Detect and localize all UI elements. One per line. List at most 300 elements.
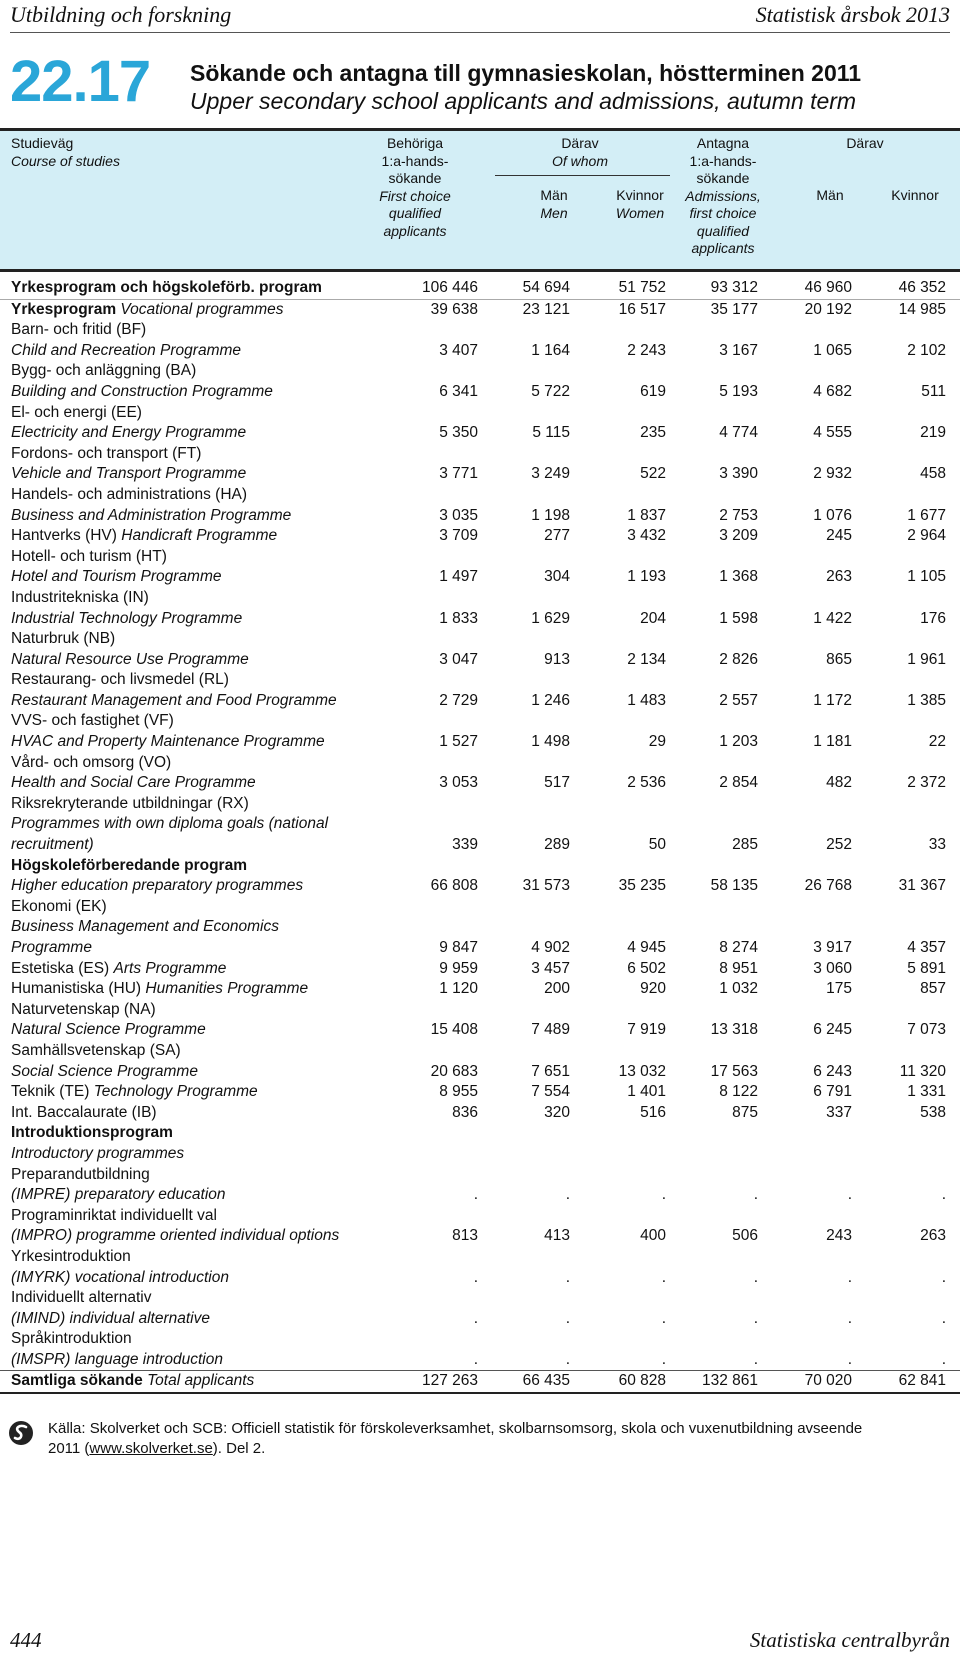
cell-qualified: . [473, 1186, 478, 1204]
cell-qualified-men: 413 [544, 1227, 570, 1245]
table-row [0, 1082, 960, 1103]
row-label-swedish: El- och energi (EE) [11, 403, 142, 421]
header-women-en: Women [615, 204, 665, 221]
cell-qualified: 127 263 [421, 1372, 478, 1390]
cell-qualified: 1 120 [439, 980, 478, 998]
row-label [11, 691, 337, 712]
cell-admitted: 1 032 [719, 980, 758, 998]
row-label-swedish: Naturvetenskap (NA) [11, 1000, 156, 1018]
row-label [11, 1041, 181, 1062]
cell-admitted: 2 753 [719, 506, 758, 524]
row-label-english: Health and Social Care Programme [11, 774, 256, 792]
cell-admitted: 8 274 [719, 939, 758, 956]
cell-qualified: 66 808 [430, 877, 478, 895]
cell-admitted: 3 209 [719, 527, 758, 545]
running-head-publication: Statistisk årsbok 2013 [755, 2, 950, 27]
row-label [11, 1268, 229, 1289]
cell-admitted-women: 1 961 [907, 650, 946, 668]
table-row [0, 1123, 960, 1144]
row-label-english: Programme [11, 939, 92, 956]
cell-qualified: 3 047 [439, 650, 478, 668]
cell-admitted-men: 337 [826, 1103, 852, 1121]
header-qualified-en-3: applicants [383, 222, 447, 239]
row-label-swedish: Yrkesintroduktion [11, 1247, 131, 1265]
cell-qualified-women: 204 [640, 609, 666, 627]
table-row [0, 1144, 960, 1165]
row-label-swedish: Yrkesprogram och högskoleförb. program [11, 279, 322, 296]
cell-qualified-women: 1 401 [627, 1083, 666, 1101]
cell-admitted-women: 31 367 [898, 877, 946, 895]
cell-qualified: . [473, 1350, 478, 1368]
row-label [11, 629, 115, 650]
cell-admitted-women: 1 331 [907, 1083, 946, 1101]
cell-qualified: 9 959 [439, 959, 478, 977]
cell-qualified: 836 [452, 1103, 478, 1121]
cell-admitted: 8 122 [719, 1083, 758, 1101]
cell-qualified: 3 771 [439, 465, 478, 483]
table-row [0, 320, 960, 341]
cell-admitted: 875 [732, 1103, 758, 1121]
row-label [11, 1247, 131, 1268]
row-label-english: Building and Construction Programme [11, 382, 273, 400]
cell-qualified: 1 527 [439, 733, 478, 751]
row-label-english: Humanities Programme [145, 980, 309, 998]
row-label-english: Handicraft Programme [121, 527, 278, 545]
table-row [0, 341, 960, 362]
table-row [0, 856, 960, 877]
cell-qualified-men: 277 [544, 527, 570, 545]
row-label-english: Technology Programme [93, 1083, 258, 1101]
table-row [0, 506, 960, 527]
table-row [0, 382, 960, 403]
table-row [0, 609, 960, 630]
row-label-swedish: Hotell- och turism (HT) [11, 547, 167, 565]
cell-admitted-men: 4 555 [813, 424, 852, 442]
cell-admitted: 17 563 [710, 1062, 758, 1080]
row-label [11, 1185, 226, 1206]
cell-qualified-men: 3 457 [531, 959, 570, 977]
cell-qualified-men: 1 498 [531, 733, 570, 751]
row-label-swedish: Estetiska (ES) [11, 959, 110, 977]
cell-admitted: 8 951 [719, 959, 758, 977]
row-label-english: Child and Recreation Programme [11, 341, 242, 359]
cell-admitted: . [753, 1186, 758, 1204]
cell-qualified: 339 [452, 836, 478, 854]
cell-admitted-men: 482 [826, 774, 852, 792]
row-label-english: Arts Programme [113, 959, 227, 977]
table-row [0, 1309, 960, 1330]
row-label [11, 876, 303, 897]
row-label [11, 1206, 217, 1227]
header-men [524, 187, 584, 222]
cell-qualified-women: 3 432 [627, 527, 666, 545]
cell-admitted-women: 46 352 [898, 279, 946, 296]
cell-qualified: 3 709 [439, 527, 478, 545]
cell-qualified: 3 053 [439, 774, 478, 792]
cell-qualified-women: 60 828 [618, 1372, 666, 1390]
cell-qualified-men: . [565, 1309, 570, 1327]
row-label [11, 670, 229, 691]
cell-admitted-women: . [941, 1268, 946, 1286]
header-of-whom-2 [790, 135, 940, 153]
cell-qualified-men: 913 [544, 650, 570, 668]
row-label [11, 1082, 258, 1103]
row-label-english: (IMPRO) programme oriented individual options [11, 1227, 340, 1245]
header-of-whom [490, 135, 670, 170]
row-label [11, 341, 241, 362]
row-label [11, 1226, 339, 1247]
row-label-english: Business and Administration Programme [11, 506, 292, 524]
cell-qualified-men: 4 902 [531, 939, 570, 956]
cell-admitted: . [753, 1268, 758, 1286]
header-course-sv: Studieväg [11, 135, 74, 151]
cell-admitted-women: 11 320 [899, 1062, 946, 1080]
row-label-english: Vehicle and Transport Programme [11, 465, 247, 483]
row-label-english: HVAC and Property Maintenance Programme [11, 733, 325, 751]
cell-qualified-men: 289 [544, 836, 570, 854]
cell-admitted-women: 7 073 [907, 1021, 946, 1039]
row-label-english: Introductory programmes [11, 1144, 185, 1162]
cell-qualified-men: 7 489 [531, 1021, 570, 1039]
cell-admitted-men: . [847, 1309, 852, 1327]
row-label-swedish: Vård- och omsorg (VO) [11, 753, 172, 771]
cell-admitted: 58 135 [710, 877, 758, 895]
row-label [11, 1020, 206, 1041]
header-qualified-en-2: qualified [388, 205, 442, 221]
header-men-en: Men [540, 204, 568, 221]
cell-admitted: 93 312 [710, 279, 758, 296]
cell-qualified-women: 619 [640, 382, 666, 400]
row-label [11, 1103, 157, 1124]
cell-qualified-men: . [565, 1186, 570, 1204]
row-label [11, 485, 247, 506]
header-qualified [365, 135, 465, 240]
table-row [0, 814, 960, 835]
cell-qualified-women: 522 [640, 465, 666, 483]
table-row [0, 526, 960, 547]
cell-qualified-men: 7 651 [531, 1062, 570, 1080]
cell-admitted-women: 538 [920, 1103, 946, 1121]
row-label [11, 403, 142, 424]
header-women [605, 187, 675, 222]
row-label-swedish: Fordons- och transport (FT) [11, 444, 202, 462]
row-label [11, 1000, 156, 1021]
row-label-swedish: Int. Baccalaurate (IB) [11, 1103, 157, 1121]
cell-qualified: 8 955 [439, 1083, 478, 1101]
header-women-2 [880, 187, 950, 205]
header-men-2-sv: Män [816, 187, 844, 203]
cell-qualified-women: 2 536 [627, 774, 666, 792]
cell-qualified: 6 341 [439, 382, 478, 400]
table-row [0, 650, 960, 671]
row-label [11, 773, 256, 794]
cell-qualified-men: 7 554 [531, 1083, 570, 1101]
row-label-english: (IMSPR) language introduction [11, 1350, 223, 1368]
cell-qualified: 3 035 [439, 506, 478, 524]
header-admitted-sv-2: 1:a-hands- [689, 152, 757, 169]
cell-qualified: 15 408 [430, 1021, 478, 1039]
table-row [0, 1185, 960, 1206]
cell-admitted-men: 4 682 [813, 382, 852, 400]
cell-qualified-women: 1 193 [627, 568, 666, 586]
cell-qualified: 1 833 [439, 609, 478, 627]
cell-qualified: 9 847 [439, 939, 478, 956]
header-qualified-sv-1: Behöriga [386, 135, 444, 151]
table-row [0, 629, 960, 650]
row-label [11, 753, 171, 774]
cell-qualified-women: . [661, 1309, 666, 1327]
header-admitted-en-3: qualified [696, 222, 750, 239]
cell-qualified-women: 235 [640, 424, 666, 442]
cell-admitted: 1 598 [719, 609, 758, 627]
cell-admitted-women: 2 372 [907, 774, 946, 792]
cell-admitted-men: 3 060 [813, 959, 852, 977]
row-label-swedish: Restaurang- och livsmedel (RL) [11, 671, 229, 689]
cell-qualified-women: . [661, 1350, 666, 1368]
cell-admitted-women: 33 [928, 836, 946, 854]
header-qualified-sv-3: sökande [388, 170, 442, 186]
row-label-english: Restaurant Management and Food Programme [11, 691, 337, 709]
table-row [0, 1268, 960, 1289]
table-row [0, 361, 960, 382]
table-row [0, 1103, 960, 1124]
cell-admitted-women: 22 [928, 733, 946, 751]
table-row [0, 1329, 960, 1350]
table-row [0, 979, 960, 1000]
cell-admitted-men: 243 [826, 1227, 852, 1245]
cell-qualified-women: . [661, 1268, 666, 1286]
cell-admitted-men: 1 181 [813, 733, 852, 751]
row-label [11, 609, 242, 630]
table-row [0, 464, 960, 485]
cell-admitted-men: 865 [826, 650, 852, 668]
cell-admitted: 1 203 [719, 733, 758, 751]
running-head-section: Utbildning och forskning [10, 2, 232, 27]
cell-qualified-men: . [565, 1350, 570, 1368]
row-label-swedish: Yrkesprogram [11, 300, 117, 318]
cell-qualified: 39 638 [430, 300, 478, 318]
header-of-whom-en: Of whom [551, 152, 608, 169]
row-label-swedish: Programinriktat individuellt val [11, 1206, 217, 1224]
cell-admitted: 506 [732, 1227, 758, 1245]
header-admitted-sv-3: sökande [696, 170, 750, 186]
cell-admitted-men: 6 791 [813, 1083, 852, 1101]
table-row [0, 1288, 960, 1309]
table-row [0, 1165, 960, 1186]
cell-admitted-men: 6 243 [813, 1062, 852, 1080]
row-label [11, 423, 246, 444]
row-label [11, 526, 277, 547]
row-label-swedish: Samtliga sökande [11, 1372, 143, 1390]
table-row [0, 423, 960, 444]
cell-admitted: 132 861 [701, 1372, 758, 1390]
cell-admitted-women: 176 [920, 609, 946, 627]
table-row [0, 444, 960, 465]
table-row [0, 1226, 960, 1247]
table-row [0, 794, 960, 815]
table-row [0, 1206, 960, 1227]
cell-qualified-men: 5 115 [532, 424, 570, 442]
source-line-2-post: ). Del 2. [212, 1440, 266, 1457]
row-label [11, 938, 92, 959]
row-label-english: Social Science Programme [11, 1062, 198, 1080]
row-label-swedish: Högskoleförberedande program [11, 856, 247, 874]
table-row [0, 485, 960, 506]
cell-qualified-women: . [661, 1186, 666, 1204]
cell-qualified-men: 200 [544, 980, 570, 998]
table-row [0, 300, 960, 321]
cell-admitted-men: . [847, 1350, 852, 1368]
header-of-whom-2-sv: Därav [846, 135, 884, 151]
row-label [11, 588, 149, 609]
cell-admitted-women: 219 [920, 424, 946, 442]
cell-qualified-women: 400 [640, 1227, 666, 1245]
row-label [11, 1309, 210, 1330]
cell-qualified: . [473, 1309, 478, 1327]
cell-qualified: 20 683 [430, 1062, 478, 1080]
row-label [11, 300, 284, 321]
row-label [11, 917, 279, 938]
table-row [0, 691, 960, 712]
row-label-english: Natural Resource Use Programme [11, 650, 249, 668]
row-label-swedish: Barn- och fritid (BF) [11, 321, 147, 339]
cell-admitted-women: 2 102 [907, 341, 946, 359]
row-label-swedish: Teknik (TE) [11, 1083, 90, 1101]
cell-admitted-women: 1 105 [907, 568, 946, 586]
cell-qualified: 3 407 [439, 341, 478, 359]
header-men-sv: Män [540, 187, 568, 203]
cell-admitted-men: 46 960 [804, 279, 852, 296]
table-row [0, 567, 960, 588]
cell-admitted-men: 70 020 [804, 1372, 852, 1390]
cell-qualified-men: . [565, 1268, 570, 1286]
cell-qualified-women: 516 [640, 1103, 666, 1121]
cell-qualified-men: 517 [544, 774, 570, 792]
row-label [11, 567, 221, 588]
source-link[interactable]: www.skolverket.se [89, 1440, 213, 1457]
table-row [0, 1062, 960, 1083]
cell-admitted-women: 2 964 [907, 527, 946, 545]
row-label-english: Industrial Technology Programme [11, 609, 243, 627]
row-label [11, 547, 167, 568]
row-label-swedish: Introduktionsprogram [11, 1124, 173, 1142]
cell-admitted: . [753, 1309, 758, 1327]
cell-admitted: 2 557 [719, 691, 758, 709]
cell-admitted-women: 4 357 [907, 939, 946, 956]
cell-admitted-men: 175 [826, 980, 852, 998]
table-row [0, 1247, 960, 1268]
header-qualified-sv-2: 1:a-hands- [381, 152, 449, 169]
row-label [11, 1371, 254, 1392]
row-label-swedish: Bygg- och anläggning (BA) [11, 362, 197, 380]
header-admitted-en-1: Admissions, [685, 187, 761, 204]
source-line-1: Källa: Skolverket och SCB: Officiell statistik för förskoleverksamhet, skolbarnsomsorg, skola och vuxenutbildning avseende [48, 1420, 863, 1437]
row-label [11, 794, 249, 815]
header-women-2-sv: Kvinnor [891, 187, 939, 203]
row-label [11, 650, 249, 671]
row-label-english: (IMPRE) preparatory education [11, 1186, 226, 1204]
row-label [11, 835, 94, 856]
cell-admitted: 35 177 [710, 300, 758, 318]
cell-admitted: 4 774 [719, 424, 758, 442]
source-line-2-pre: 2011 ( [48, 1440, 90, 1457]
cell-qualified-women: 2 243 [627, 341, 666, 359]
cell-qualified-women: 1 483 [627, 691, 666, 709]
cell-admitted-men: 1 065 [813, 341, 852, 359]
cell-admitted-women: 62 841 [898, 1372, 946, 1390]
cell-qualified-women: 1 837 [627, 506, 666, 524]
cell-qualified-men: 5 722 [531, 382, 570, 400]
source-note [48, 1419, 928, 1459]
row-label-swedish: Riksrekryterande utbildningar (RX) [11, 794, 249, 812]
cell-qualified-women: 50 [648, 836, 666, 854]
table-row [0, 547, 960, 568]
row-label-english: Hotel and Tourism Programme [11, 568, 222, 586]
row-label-english: Total applicants [147, 1372, 255, 1390]
row-label [11, 979, 308, 1000]
cell-qualified-women: 16 517 [618, 300, 666, 318]
cell-qualified-women: 920 [640, 980, 666, 998]
cell-admitted-women: 511 [921, 382, 946, 400]
cell-admitted-women: 5 891 [907, 959, 946, 977]
row-label [11, 1329, 132, 1350]
table-row [0, 1041, 960, 1062]
cell-admitted-women: 857 [920, 980, 946, 998]
table-row [0, 959, 960, 980]
table-row [0, 917, 960, 938]
cell-admitted: 2 826 [719, 650, 758, 668]
cell-admitted-men: 2 932 [813, 465, 852, 483]
table-title-swedish: Sökande och antagna till gymnasieskolan, höstterminen 2011 [190, 60, 862, 86]
cell-admitted-women: 1 677 [907, 506, 946, 524]
row-label-swedish: Naturbruk (NB) [11, 630, 116, 648]
cell-qualified-women: 6 502 [627, 959, 666, 977]
table-row [0, 897, 960, 918]
table-row [0, 670, 960, 691]
cell-qualified-men: 23 121 [522, 300, 570, 318]
cell-admitted-men: . [847, 1268, 852, 1286]
cell-admitted: . [753, 1350, 758, 1368]
cell-admitted-women: . [941, 1186, 946, 1204]
row-label [11, 506, 291, 527]
cell-admitted-men: 252 [826, 836, 852, 854]
cell-qualified-women: 29 [648, 733, 666, 751]
cell-qualified-men: 320 [544, 1103, 570, 1121]
row-label-swedish: Humanistiska (HU) [11, 980, 142, 998]
cell-admitted-women: 263 [920, 1227, 946, 1245]
cell-admitted: 13 318 [710, 1021, 758, 1039]
table-row [0, 403, 960, 424]
table-row [0, 588, 960, 609]
statistics-table [0, 128, 960, 1394]
table-header [0, 128, 960, 272]
row-label [11, 320, 146, 341]
row-label-swedish: Preparandutbildning [11, 1165, 150, 1183]
header-men-2 [800, 187, 860, 205]
cell-admitted-men: 245 [826, 527, 852, 545]
row-label-english: (IMIND) individual alternative [11, 1309, 210, 1327]
cell-qualified-men: 1 198 [531, 506, 570, 524]
cell-qualified-women: 7 919 [627, 1021, 666, 1039]
table-body [0, 272, 960, 1394]
table-row [0, 1020, 960, 1041]
header-admitted-en-2: first choice [689, 205, 757, 221]
cell-qualified-men: 1 246 [531, 691, 570, 709]
row-label-swedish: Ekonomi (EK) [11, 897, 107, 915]
row-label-english: (IMYRK) vocational introduction [11, 1268, 229, 1286]
row-label-swedish: VVS- och fastighet (VF) [11, 712, 174, 730]
table-row [0, 1370, 960, 1394]
